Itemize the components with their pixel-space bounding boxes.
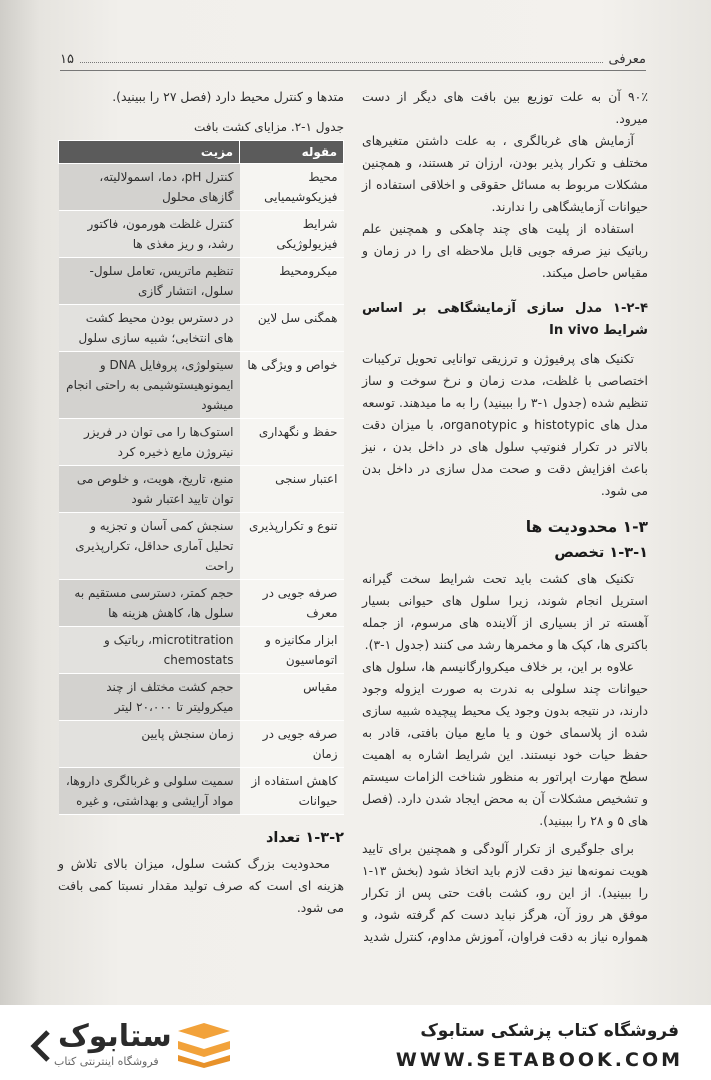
- table-cell: سنجش کمی آسان و تجزیه و تحلیل آماری حداقل، تکرارپذیری راحت: [59, 513, 240, 580]
- table-cell: در دسترس بودن محیط کشت های انتخابی؛ شبیه سازی سلول: [59, 305, 240, 352]
- logo-subtext: فروشگاه اینترنتی کتاب: [54, 1055, 159, 1068]
- table-cell: حجم کمتر، دسترسی مستقیم به سلول ها، کاهش هزینه ها: [59, 580, 240, 627]
- table-cell: استوک‌ها را می توان در فریزر نیتروژن مایع ذخیره کرد: [59, 419, 240, 466]
- page-header: [60, 44, 646, 71]
- table-cell: محیط فیزیکوشیمیایی: [240, 164, 344, 211]
- table-cell: صرفه جویی در معرف: [240, 580, 344, 627]
- table-cell: مقیاس: [240, 674, 344, 721]
- logo-text: ستابوک: [58, 1019, 172, 1054]
- table-row: [59, 721, 344, 768]
- store-banner: [0, 1005, 711, 1080]
- table-row: [59, 352, 344, 419]
- section-heading-1-3-1: ۱-۳-۱ تخصص: [554, 545, 648, 561]
- right-column: [362, 86, 648, 948]
- table-header-row: [59, 141, 344, 164]
- table-cell: صرفه جویی در زمان: [240, 721, 344, 768]
- table-cell: کنترل pH، دما، اسمولالیته، گازهای محلول: [59, 164, 240, 211]
- table-row: [59, 580, 344, 627]
- table-row: [59, 627, 344, 674]
- table-caption: جدول ۱-۲. مزایای کشت بافت: [193, 120, 344, 134]
- table-row: [59, 164, 344, 211]
- section-heading-1-3: ۱-۳ محدودیت ها: [525, 518, 648, 536]
- paragraph: محدودیت بزرگ کشت سلول، میزان بالای تلاش و هزینه ای است که صرف تولید مقدار نسبتا کمی بافت می شود.: [58, 856, 344, 915]
- section-heading-1-3-2: ۱-۳-۲ تعداد: [265, 830, 344, 846]
- chevron-logo-icon: [26, 1029, 56, 1063]
- table-row: [59, 768, 344, 815]
- paragraph: علاوه بر این، بر خلاف میکروارگانیسم ها، سلول های حیوانات چند سلولی به ندرت به صورت ایزوله وجود دارند، در نتیجه بدون وجود یک محیط پیچیده شبیه سازی شده از پلاسمای خون و یا مایع میان بافتی، قادر به حفظ حیات خود نیستند. این شرایط اشاره به اهمیت سطح مهارت اپراتور به منظور شناخت الزامات سیستم و تشخیص مشکلات آن به محض ایجاد شدن دارد. (فصل های ۵ و ۲۸ را ببینید).: [362, 659, 648, 828]
- table-row: [59, 513, 344, 580]
- table-cell: کاهش استفاده از حیوانات: [240, 768, 344, 815]
- left-column: [58, 86, 344, 919]
- table-cell: تنظیم ماتریس، تعامل سلول-سلول، انتشار گازی: [59, 258, 240, 305]
- table-cell: میکرومحیط: [240, 258, 344, 305]
- paragraph: تکنیک های کشت باید تحت شرایط سخت گیرانه استریل انجام شوند، زیرا سلول های حیوانی بسیار آهسته تر از بسیاری از آلاینده های مرسوم، از جمله باکتری ها، کپک ها و مخمرها رشد می کنند (جدول ۱-۳).: [362, 571, 648, 652]
- setabook-logo[interactable]: [24, 1019, 254, 1071]
- paragraph: ۹۰٪ آن به علت توزیع بین بافت های دیگر از دست میرود.: [362, 89, 648, 126]
- table-header-cell: مقوله: [240, 141, 344, 164]
- table-row: [59, 466, 344, 513]
- table-cell: تنوع و تکرارپذیری: [240, 513, 344, 580]
- table-cell: microtitration، رباتیک و chemostats: [59, 627, 240, 674]
- table-cell: کنترل غلظت هورمون، فاکتور رشد، و ریز مغذی ها: [59, 211, 240, 258]
- table-row: [59, 305, 344, 352]
- section-heading-1-2-4: ۱-۲-۴ مدل سازی آزمایشگاهی بر اساس شرایط In vivo: [362, 301, 648, 338]
- table-cell: سمیت سلولی و غربالگری داروها، مواد آرایشی و بهداشتی، و غیره: [59, 768, 240, 815]
- table-row: [59, 419, 344, 466]
- advantages-table: [58, 140, 344, 815]
- site-url-link[interactable]: WWW.SETABOOK.COM: [395, 1049, 683, 1071]
- table-row: [59, 211, 344, 258]
- page-number: ۱۵: [60, 52, 74, 67]
- paragraph: برای جلوگیری از تکرار آلودگی و همچنین برای تایید هویت نمونه‌ها نیز دقت لازم باید اتخاذ شود (بخش ۱۳-۱ را ببینید). از این رو، کشت بافت حتی پس از تکرار موفق هر روز آن، هرگز نباید دست کم گرفته شود، و همواره نیاز به دقت فراوان، آموزش مداوم، کنترل شدید: [362, 841, 648, 944]
- paragraph: متدها و کنترل محیط دارد (فصل ۲۷ را ببینید).: [112, 89, 344, 104]
- table-cell: اعتبار سنجی: [240, 466, 344, 513]
- chapter-title: معرفی: [608, 52, 646, 67]
- table-cell: ابزار مکانیزه و اتوماسیون: [240, 627, 344, 674]
- table-cell: حجم کشت مختلف از چند میکرولیتر تا ۲۰،۰۰۰ لیتر: [59, 674, 240, 721]
- table-cell: منبع، تاریخ، هویت، و خلوص می توان تایید اعتبار شود: [59, 466, 240, 513]
- table-row: [59, 674, 344, 721]
- table-cell: همگنی سل لاین: [240, 305, 344, 352]
- table-header-cell: مزیت: [59, 141, 240, 164]
- table-cell: زمان سنجش پایین: [59, 721, 240, 768]
- table-row: [59, 258, 344, 305]
- book-logo-icon: [174, 1021, 234, 1069]
- table-cell: شرایط فیزیولوژیکی: [240, 211, 344, 258]
- table-cell: خواص و ویژگی ها: [240, 352, 344, 419]
- paragraph: استفاده از پلیت های چند چاهکی و همچنین علم رباتیک نیز صرفه جویی قابل ملاحظه ای را در زمان و مقیاس حاصل میکند.: [362, 221, 648, 280]
- paragraph: تکنیک های پرفیوژن و ترزیقی توانایی تحویل ترکیبات اختصاصی با غلظت، مدت زمان و نرخ سوخت و ساز تنظیم شده (جدول ۱-۳ را ببینید) را به ما میدهند. توسعه مدل های histotypic و organotypic، با میزان دقت بالاتر در تکرار فنوتیپ سلول های در داخل بدن ، نیز باعث افزایش دقت و صحت مدل سازی در داخل بدن می شود.: [362, 351, 649, 498]
- paragraph: آزمایش های غربالگری ، به علت داشتن متغیرهای مختلف و تکرار پذیر بودن، ارزان تر هستند، و همچنین مشکلات مربوط به مسائل حقوقی و اخلاقی استفاده از حیوانات آزمایشگاهی را ندارند.: [362, 133, 648, 214]
- table-cell: سیتولوژی، پروفایل DNA و ایمونوهیستوشیمی به راحتی انجام میشود: [59, 352, 240, 419]
- store-name: فروشگاه کتاب پزشکی ستابوک: [420, 1021, 679, 1041]
- table-cell: حفظ و نگهداری: [240, 419, 344, 466]
- header-dotted-leader: [80, 62, 603, 63]
